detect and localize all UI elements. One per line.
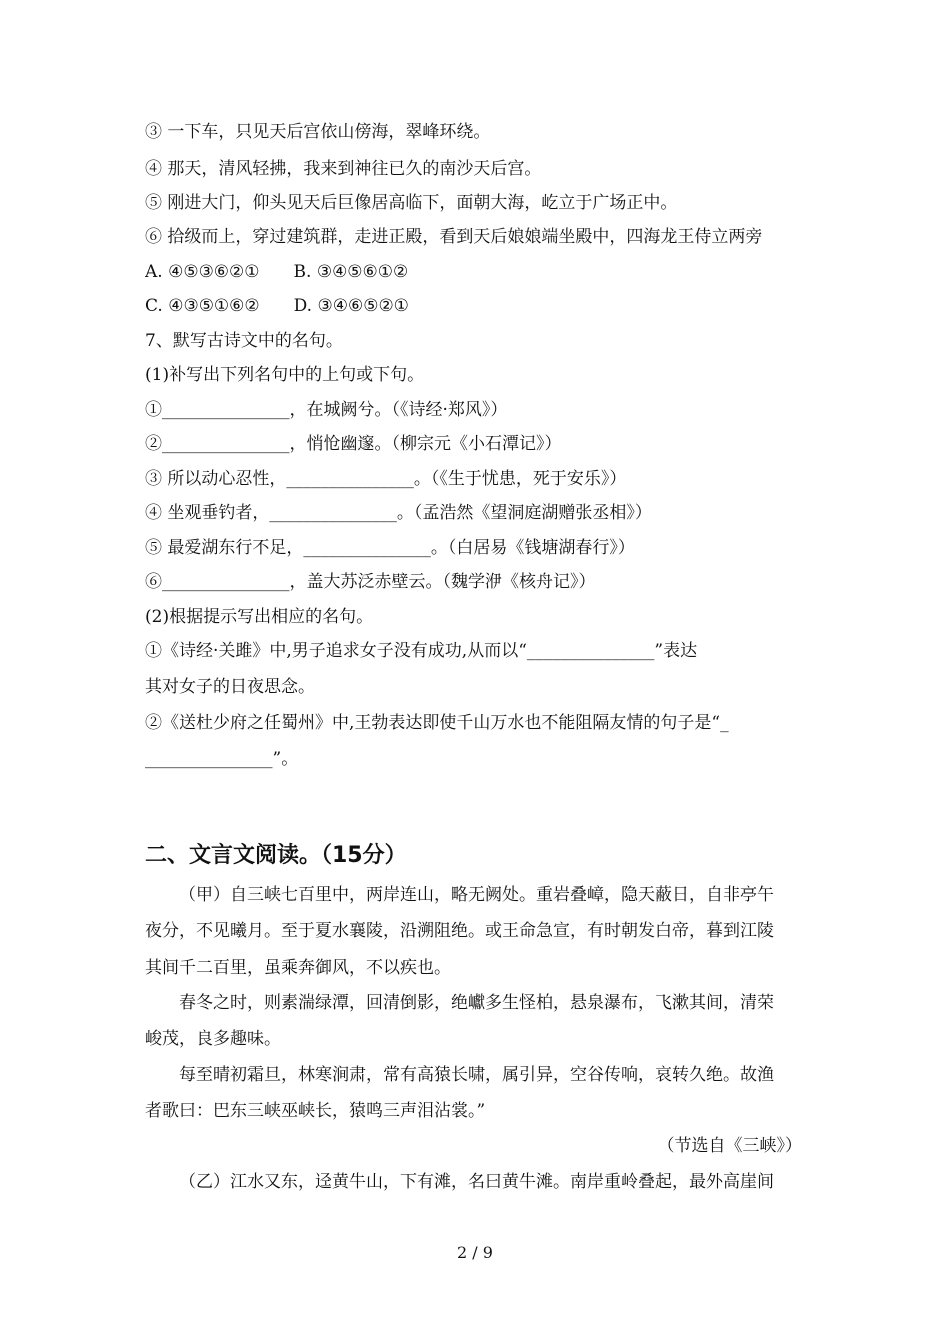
- passage-line: （乙）江水又东，迳黄牛山，下有滩，名曰黄牛滩。南岸重岭叠起，最外高崖间: [179, 1172, 774, 1192]
- q7-part1-item: ③ 所以动心忍性，_______________。（《生于忧患，死于安乐》）: [145, 469, 627, 489]
- passage-line: （甲）自三峡七百里中，两岸连山，略无阙处。重岩叠嶂，隐天蔽日，自非亭午: [179, 885, 774, 905]
- q6-item-3: ③ 一下车，只见天后宫依山傍海，翠峰环绕。: [145, 122, 491, 142]
- passage-line: 者歌曰：巴东三峡巫峡长，猿鸣三声泪沾裳。”: [145, 1101, 486, 1121]
- q6-item-6: ⑥ 拾级而上，穿过建筑群，走进正殿，看到天后娘娘端坐殿中，四海龙王侍立两旁: [145, 227, 763, 247]
- q7-part1-item: ⑥_______________，盖大苏泛赤壁云。（魏学洢《核舟记》）: [145, 572, 596, 592]
- q7-part1-item: ②_______________，悄怆幽邃。（柳宗元《小石潭记》）: [145, 434, 562, 454]
- passage-line: 峻茂，良多趣味。: [145, 1029, 281, 1049]
- q7-part1-title: (1)补写出下列名句中的上句或下句。: [145, 365, 425, 385]
- q7-part1-item: ④ 坐观垂钓者，_______________。（孟浩然《望洞庭湖赠张丞相》）: [145, 503, 652, 523]
- q7-part2-line: 其对女子的日夜思念。: [145, 677, 315, 697]
- q6-options-cd: C. ④③⑤①⑥② D. ③④⑥⑤②①: [145, 296, 409, 316]
- passage-line: 春冬之时，则素湍绿潭，回清倒影，绝巘多生怪柏，悬泉瀑布，飞漱其间，清荣: [179, 993, 774, 1013]
- passage-line: 其间千二百里，虽乘奔御风，不以疾也。: [145, 958, 451, 978]
- page-number: 2 / 9: [457, 1243, 493, 1262]
- q6-options-ab: A. ④⑤③⑥②① B. ③④⑤⑥①②: [145, 262, 409, 282]
- section-heading: 二、文言文阅读。（15分）: [145, 843, 407, 868]
- q7-part1-item: ①_______________，在城阙兮。（《诗经·郑风》）: [145, 400, 508, 420]
- q7-title: 7、默写古诗文中的名句。: [145, 331, 343, 351]
- passage-line: 夜分，不见曦月。至于夏水襄陵，沿溯阻绝。或王命急宣，有时朝发白帝，暮到江陵: [145, 921, 774, 941]
- passage-line: 每至晴初霜旦，林寒涧肃，常有高猿长啸，属引异，空谷传响，哀转久绝。故渔: [179, 1065, 774, 1085]
- q7-part1-item: ⑤ 最爱湖东行不足，_______________。（白居易《钱塘湖春行》）: [145, 538, 635, 558]
- q6-item-4: ④ 那天，清风轻拂，我来到神往已久的南沙天后宫。: [145, 159, 542, 179]
- q6-item-5: ⑤ 刚进大门，仰头见天后巨像居高临下，面朝大海，屹立于广场正中。: [145, 193, 678, 213]
- q7-part2-line: ②《送杜少府之任蜀州》中,王勃表达即使千山万水也不能阻隔友情的句子是“_: [145, 713, 729, 733]
- q7-part2-line: _______________”。: [145, 749, 299, 769]
- q7-part2-line: ①《诗经·关雎》中,男子追求女子没有成功,从而以“_______________”表达: [145, 641, 698, 661]
- q7-part2-title: (2)根据提示写出相应的名句。: [145, 607, 374, 627]
- passage-source: （节选自《三峡》）: [657, 1136, 802, 1156]
